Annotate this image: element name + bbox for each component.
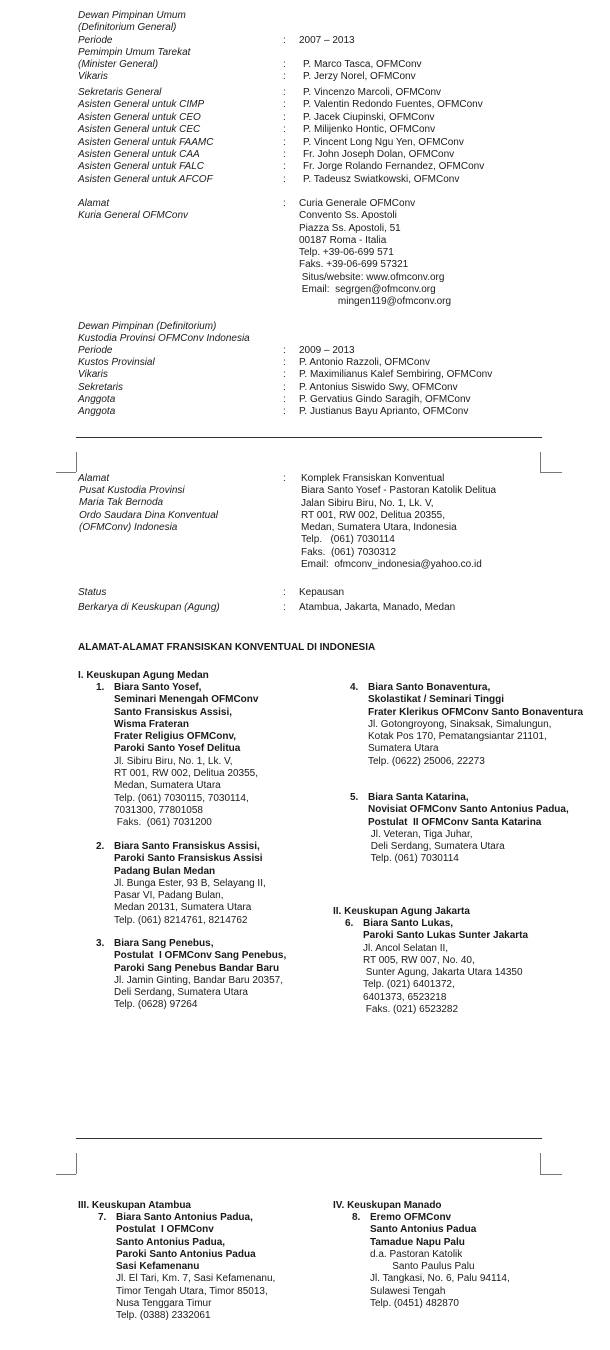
crop-mark (540, 1174, 562, 1175)
member-value: P. Antonius Siswido Swy, OFMConv (299, 381, 458, 393)
officer-value: P. Vincenzo Marcoli, OFMConv (303, 87, 442, 98)
entry-title-line: Tamadue Napu Palu (370, 1236, 465, 1248)
entry-title-line: Paroki Santo Lukas Sunter Jakarta (363, 930, 529, 942)
colon: : (283, 59, 286, 70)
entry-line: Jl. Gotongroyong, Sinaksak, Simalungun, (368, 718, 552, 730)
address-line: mingen119@ofmconv.org (299, 296, 452, 308)
entry-number: 5. (350, 792, 359, 803)
officer-label: Asisten General untuk FALC (78, 161, 204, 173)
entry-title-line: Biara Santa Katarina, (368, 792, 469, 803)
entry-title-line: Padang Bulan Medan (114, 865, 216, 877)
entry-line: Faks. (061) 7031200 (114, 817, 212, 829)
address-line: RT 001, RW 002, Delitua 20355, (301, 509, 445, 521)
entry-number: 2. (96, 841, 105, 852)
colon: : (283, 111, 286, 123)
member-value: P. Justianus Bayu Aprianto, OFMConv (299, 406, 469, 417)
entry-title-line: Santo Antonius Padua (370, 1224, 477, 1236)
member-label: Sekretaris (78, 381, 124, 393)
entry-line: Jl. Bunga Ester, 93 B, Selayang II, (114, 877, 266, 889)
entry-title-line: Biara Santo Fransiskus Assisi, (114, 841, 260, 852)
vikaris-value: P. Jerzy Norel, OFMConv (303, 71, 416, 82)
address-line: Biara Santo Yosef - Pastoran Katolik Delitua (301, 485, 497, 497)
entry-body (370, 1212, 510, 1310)
member-label: Anggota (78, 393, 116, 405)
manado-heading: IV. Keuskupan Manado (333, 1200, 442, 1211)
entry-title-line: Postulat I OFMConv (116, 1224, 214, 1236)
entry-line: Jl. Ancol Selatan II, (363, 942, 449, 954)
address-line: Email: segrgen@ofmconv.org (299, 284, 436, 296)
officer-label: Asisten General untuk AFCOF (78, 173, 213, 185)
entry-number: 8. (352, 1212, 361, 1223)
member-value: P. Antonio Razzoli, OFMConv (299, 357, 430, 369)
custody-center-name (79, 485, 218, 534)
entry-number: 4. (350, 682, 359, 693)
crop-mark (56, 1174, 76, 1175)
member-value: P. Gervatius Gindo Saragih, OFMConv (299, 393, 471, 405)
colon: : (283, 161, 286, 173)
entry-line: RT 001, RW 002, Delitua 20355, (114, 768, 258, 780)
section-title: ALAMAT-ALAMAT FRANSISKAN KONVENTUAL DI INDONESIA (78, 642, 376, 653)
officer-value: P. Milijenko Hontic, OFMConv (303, 124, 436, 136)
colon: : (283, 473, 286, 484)
entry-title-line: Postulat I OFMConv Sang Penebus, (114, 950, 287, 962)
address-line: Faks. +39-06-699 57321 (299, 259, 409, 271)
colon: : (283, 99, 286, 111)
entry-body (114, 938, 286, 1012)
entry-title-line: Santo Antonius Padua, (116, 1236, 226, 1248)
entry-line: Kotak Pos 170, Pematangsiantar 21101, (368, 731, 547, 743)
entry-number: 1. (96, 682, 105, 693)
entry-line: Telp. (0388) 2332061 (116, 1310, 211, 1322)
entry-line: Nusa Tenggara Timur (116, 1298, 212, 1310)
minister-label-2: (Minister General) (78, 59, 159, 70)
entry-title-line: Seminari Menengah OFMConv (114, 694, 259, 706)
entry-title-line: Biara Santo Bonaventura, (368, 682, 491, 693)
entry-line: Jl. Jamin Ginting, Bandar Baru 20357, (114, 974, 283, 986)
officer-value: Fr. Jorge Rolando Fernandez, OFMConv (303, 161, 485, 173)
entry-title-line: Wisma Frateran (114, 718, 189, 730)
colon: : (283, 345, 286, 356)
colon: : (283, 587, 286, 598)
entry-line: Jl. El Tari, Km. 7, Sasi Kefamenanu, (116, 1273, 276, 1285)
colon: : (283, 71, 286, 82)
status-value: Kepausan (299, 587, 345, 598)
address-line: Telp. (061) 7030114 (301, 534, 395, 546)
minister-value: P. Marco Tasca, OFMConv (303, 59, 422, 70)
entry-title-line: Skolastikat / Seminari Tinggi (368, 694, 504, 706)
entry-title-line: Paroki Santo Fransiskus Assisi (114, 853, 263, 865)
entry-line: Telp. (0628) 97264 (114, 999, 198, 1011)
entry-title-line: Paroki Santo Antonius Padua (116, 1248, 256, 1260)
berkarya-value: Atambua, Jakarta, Manado, Medan (299, 602, 456, 613)
entry-title-line: Biara Sang Penebus, (114, 938, 214, 949)
member-value: P. Maximilianus Kalef Sembiring, OFMConv (299, 369, 493, 381)
periode-value: 2007 – 2013 (299, 35, 355, 46)
entry-body (363, 918, 528, 1016)
entry-line: Telp. (0451) 482870 (370, 1298, 459, 1310)
entry-line: Deli Serdang, Sumatera Utara (368, 841, 505, 853)
entry-line: 7031300, 77801058 (114, 804, 203, 816)
jakarta-heading: II. Keuskupan Agung Jakarta (333, 906, 470, 917)
address-line: Curia Generale OFMConv (299, 198, 416, 209)
colon: : (283, 124, 286, 136)
entry-line: Faks. (021) 6523282 (363, 1004, 459, 1016)
colon: : (283, 357, 286, 369)
address-line: Telp. +39-06-699 571 (299, 247, 394, 259)
entry-title-line: Postulat II OFMConv Santa Katarina (368, 816, 542, 828)
officer-label: Asisten General untuk CIMP (78, 99, 205, 111)
colon: : (283, 602, 286, 613)
entry-line: Telp. (021) 6401372, (363, 979, 455, 991)
entry-title-line: Frater Religius OFMConv, (114, 731, 237, 743)
entry-line: Sunter Agung, Jakarta Utara 14350 (363, 967, 523, 979)
entry-number: 3. (96, 938, 105, 949)
crop-mark (76, 452, 77, 472)
atambua-heading: III. Keuskupan Atambua (78, 1200, 191, 1211)
status-label: Status (78, 587, 107, 598)
member-label: Anggota (78, 406, 116, 417)
entry-line: d.a. Pastoran Katolik (370, 1248, 463, 1260)
entry-body (116, 1212, 275, 1323)
org-line: Maria Tak Bernoda (79, 497, 164, 509)
entry-body (114, 841, 266, 927)
address-line: Faks. (061) 7030312 (301, 546, 397, 558)
entry-body (368, 682, 583, 768)
entry-line: Santo Paulus Palu (370, 1261, 475, 1273)
p2-alamat-label: Alamat (78, 473, 110, 484)
crop-mark (540, 472, 562, 473)
colon: : (283, 35, 286, 46)
colon: : (283, 198, 286, 209)
org-line: Pusat Kustodia Provinsi (79, 485, 185, 496)
address-line: Situs/website: www.ofmconv.org (299, 271, 445, 283)
address-line: Convento Ss. Apostoli (299, 210, 397, 222)
org-line: (OFMConv) Indonesia (79, 521, 178, 533)
custody-heading-2: Kustodia Provinsi OFMConv Indonesia (78, 333, 250, 344)
vikaris-label: Vikaris (78, 71, 108, 82)
entry-title-line: Frater Klerikus OFMConv Santo Bonaventura (368, 706, 584, 718)
curia-address (299, 198, 451, 309)
berkarya-label: Berkarya di Keuskupan (Agung) (78, 602, 220, 613)
entry-line: Telp. (061) 7030114 (368, 853, 459, 865)
periode-label: Periode (78, 35, 113, 46)
entry-title-line: Novisiat OFMConv Santo Antonius Padua, (368, 804, 569, 816)
entry-line: Timor Tengah Utara, Timor 85013, (116, 1285, 268, 1297)
officer-value: P. Jacek Ciupinski, OFMConv (303, 111, 435, 123)
crop-mark (76, 1153, 77, 1174)
medan-heading: I. Keuskupan Agung Medan (78, 670, 209, 681)
address-line: Email: ofmconv_indonesia@yahoo.co.id (301, 559, 482, 571)
officer-label: Asisten General untuk CEO (78, 111, 201, 123)
entry-title-line: Santo Fransiskus Assisi, (114, 706, 233, 718)
entry-line: Telp. (061) 8214761, 8214762 (114, 914, 248, 926)
entry-line: Deli Serdang, Sumatera Utara (114, 987, 248, 999)
colon: : (283, 136, 286, 148)
entry-title-line: Paroki Sang Penebus Bandar Baru (114, 962, 280, 974)
officer-label: Sekretaris General (78, 87, 162, 98)
entry-line: Medan 20131, Sumatera Utara (114, 902, 252, 914)
colon: : (283, 149, 286, 160)
minister-label-1: Pemimpin Umum Tarekat (78, 47, 191, 58)
page-divider (76, 1138, 542, 1139)
member-label: Kustos Provinsial (78, 357, 155, 369)
colon: : (283, 87, 286, 98)
officer-label: Asisten General untuk CEC (78, 124, 201, 136)
entry-line: Telp. (0622) 25006, 22273 (368, 755, 485, 767)
colon: : (283, 369, 286, 381)
officer-label: Asisten General untuk FAAMC (78, 136, 214, 148)
entry-line: Pasar VI, Padang Bulan, (114, 890, 224, 902)
crop-mark (540, 452, 541, 472)
entry-line: Jl. Tangkasi, No. 6, Palu 94114, (370, 1273, 510, 1285)
entry-title-line: Biara Santo Antonius Padua, (116, 1212, 253, 1223)
org-line: Ordo Saudara Dina Konventual (79, 509, 218, 521)
general-heading-1: Dewan Pimpinan Umum (78, 10, 186, 21)
entry-line: Jl. Sibiru Biru, No. 1, Lk. V, (114, 755, 233, 767)
crop-mark (56, 472, 76, 473)
officer-value: Fr. John Joseph Dolan, OFMConv (303, 149, 455, 160)
colon: : (283, 381, 286, 393)
entry-line: Sulawesi Tengah (370, 1285, 446, 1297)
address-line: 00187 Roma - Italia (299, 234, 387, 246)
officer-value: P. Valentin Redondo Fuentes, OFMConv (303, 99, 483, 111)
address-line: Medan, Sumatera Utara, Indonesia (301, 522, 457, 534)
entry-title-line: Paroki Santo Yosef Delitua (114, 743, 241, 755)
address-line: Jalan Sibiru Biru, No. 1, Lk. V, (301, 497, 434, 509)
crop-mark (540, 1153, 541, 1174)
member-label: Periode (78, 345, 113, 356)
address-line: Komplek Fransiskan Konventual (301, 473, 445, 484)
officer-value: P. Tadeusz Swiatkowski, OFMConv (303, 173, 460, 185)
member-value: 2009 – 2013 (299, 345, 355, 356)
entry-title-line: Sasi Kefamenanu (116, 1261, 200, 1273)
entry-body (114, 682, 258, 830)
alamat-label: Alamat (78, 198, 110, 209)
entry-body (368, 792, 569, 866)
colon: : (283, 406, 286, 417)
entry-line: Telp. (061) 7030115, 7030114, (114, 792, 249, 804)
colon: : (283, 393, 286, 405)
custody-heading-1: Dewan Pimpinan (Definitorium) (78, 321, 217, 332)
entry-number: 7. (98, 1212, 107, 1223)
entry-title-line: Eremo OFMConv (370, 1212, 452, 1223)
general-heading-2: (Definitorium General) (78, 22, 177, 33)
address-line: Piazza Ss. Apostoli, 51 (299, 222, 401, 234)
entry-line: Sumatera Utara (368, 743, 439, 755)
entry-title-line: Biara Santo Lukas, (363, 918, 454, 929)
entry-line: Medan, Sumatera Utara (114, 780, 221, 792)
entry-title-line: Biara Santo Yosef, (114, 682, 202, 693)
entry-number: 6. (345, 918, 354, 929)
entry-line: Jl. Veteran, Tiga Juhar, (368, 828, 473, 840)
custody-address (301, 473, 496, 571)
member-label: Vikaris (78, 369, 108, 381)
colon: : (283, 173, 286, 185)
officer-label: Asisten General untuk CAA (78, 149, 200, 160)
officer-value: P. Vincent Long Ngu Yen, OFMConv (303, 136, 464, 148)
page-divider (76, 437, 542, 438)
entry-line: 6401373, 6523218 (363, 991, 447, 1003)
kuria-label: Kuria General OFMConv (78, 210, 189, 221)
entry-line: RT 005, RW 007, No. 40, (363, 954, 475, 966)
